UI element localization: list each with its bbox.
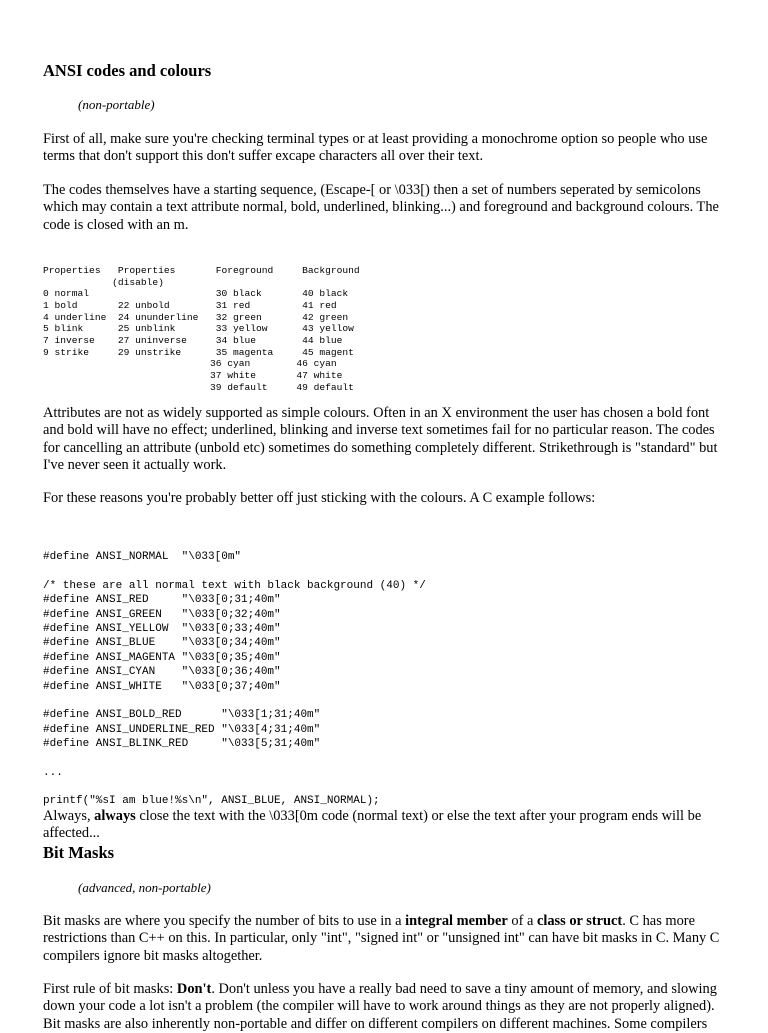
printf-code-line: printf("%sI am blue!%s\n", ANSI_BLUE, ANSI_NORMAL); — [43, 795, 380, 807]
text-span: First rule of bit masks: — [43, 981, 177, 997]
emphasis-text: always — [94, 808, 136, 824]
section-heading-ansi: ANSI codes and colours — [43, 61, 212, 80]
ansi-code-table: Properties Properties Foreground Background (disable) 0 normal 30 black 40 black 1 bold 22 unbold 31 red 41 red 4 underline 24 ununderline 32 green 42 green 5 blink 25 unblink 33 yellow 43 yellow 7 inverse 27 uninverse 34 blue 44 blue 9 strike 29 unstrike 35 magenta 45 magent 36 cyan 46 cyan 37 white 47 white 39 default 49 default — [43, 265, 360, 393]
bitmask-rule-paragraph — [43, 981, 733, 1033]
example-intro-paragraph: For these reasons you're probably better off just sticking with the colours. A C example follows: — [43, 490, 596, 506]
advanced-note: (advanced, non-portable) — [78, 880, 211, 895]
section-heading-bitmasks: Bit Masks — [43, 843, 115, 862]
text-span: of a — [507, 913, 537, 929]
emphasis-text: integral member — [405, 913, 508, 929]
bitmask-intro-paragraph — [43, 913, 733, 965]
emphasis-text: class or struct — [536, 913, 623, 929]
emphasis-text: Don't — [176, 981, 212, 997]
attributes-paragraph: Attributes are not as widely supported as simple colours. Often in an X environment the user has chosen a bold font and bold will have no effect; underlined, blinking and inverse text sometimes fail for no particular reason. The codes for cancelling an attribute (unbold etc) sometimes do something completely different. Strikethrough is "standard" but I've never seen it actually work. — [43, 405, 718, 474]
always-close-paragraph — [43, 808, 733, 843]
c-code-block: #define ANSI_NORMAL "\033[0m" /* these are all normal text with black background (40) */ #define ANSI_RED "\033[0;31;40m" #define ANSI_GREEN "\033[0;32;40m" #define ANSI_YELLOW "\033[0;33;40m" #define ANSI_BLUE "\033[0;34;40m" #define ANSI_MAGENTA "\033[0;35;40m" #define ANSI_CYAN "\033[0;36;40m" #define ANSI_WHITE "\033[0;37;40m" #define ANSI_BOLD_RED "\033[1;31;40m" #define ANSI_UNDERLINE_RED "\033[4;31;40m" #define ANSI_BLINK_RED "\033[5;31;40m" ... — [43, 551, 426, 780]
text-span: Always, — [43, 808, 95, 824]
text-span: Bit masks are where you specify the number of bits to use in a — [43, 913, 406, 929]
text-span: . Don't unless you have a really bad need to save a tiny amount of memory, and slowing down your code a lot isn't a problem (the compiler will have to work around things as they are not properly aligned). Bit masks are also inherently non-portable and differ on different compilers on different machines. Some compilers — [43, 981, 717, 1032]
intro-paragraph: First of all, make sure you're checking terminal types or at least providing a monochrome option so people who use terms that don't support this don't suffer excape characters all over their text. — [43, 131, 708, 165]
portability-note: (non-portable) — [78, 97, 155, 112]
text-span: . C has more restrictions than C++ on this. In particular, only "int", "signed int" or "unsigned int" can have bit masks in C. Many C compilers ignore bit masks altogether. — [43, 913, 720, 964]
text-span: close the text with the \033[0m code (normal text) or else the text after your program ends will be affected... — [43, 808, 702, 842]
codes-paragraph: The codes themselves have a starting sequence, (Escape-[ or \033[) then a set of numbers seperated by semicolons which may contain a text attribute normal, bold, underlined, blinking...) and foreground and background colours. The code is closed with an m. — [43, 182, 719, 233]
